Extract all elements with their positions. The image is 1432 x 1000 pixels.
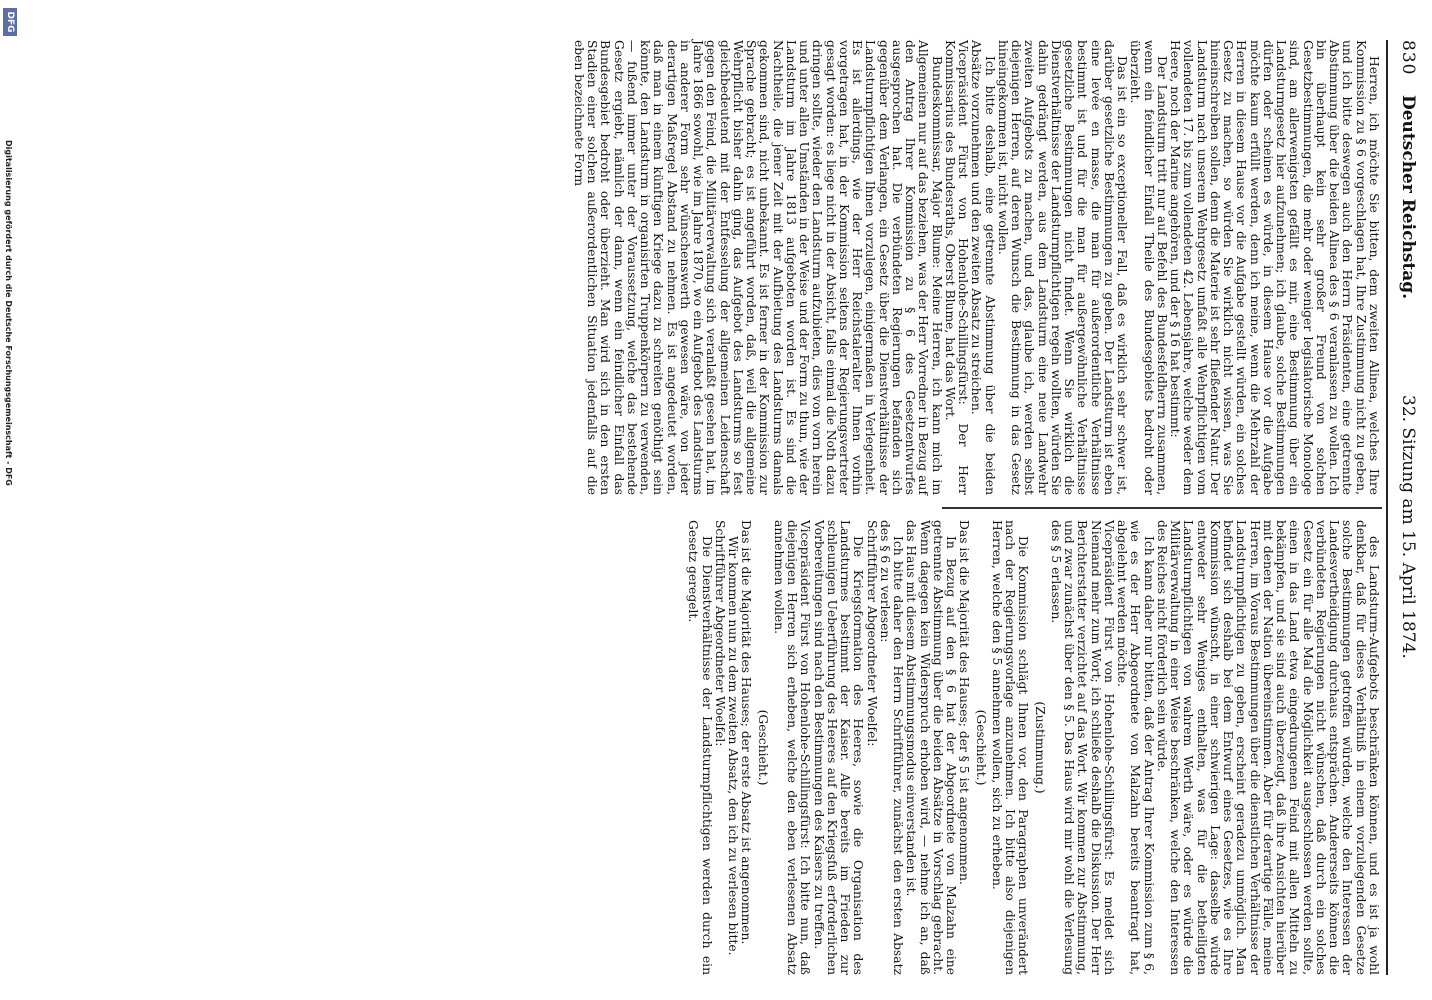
paragraph: Bundeskommissar, Major Blume: Meine Herren, ich kann mich im Allgemeinen nur auf das beziehen, was der Herr Vorredner in Bezug auf den Antrag Ihrer Kommission zu § 6 des Gesetzentwurfes ausgesprochen hat. Die verbündeten Regierungen befanden sich gegenüber dem Verlangen, ein Gesetz über die Dienstverhältnisse der Landsturmpflichtigen Ihnen vorzulegen, einigermaßen in Verlegenheit. Es ist allerdings, wie der Herr Reichstaleralter Ihnen vorhin vorgetragen hat, in der Kommission seitens der Regierungsvertreter gesagt worden: es liege nicht in der Absicht, falls einmal die Noth dazu dringen sollte, wieder den Landsturm aufzubieten, dies von vorn herein und unter allen Umständen in der Weise und der Form zu thun, wie der Landsturm im Jahre 1813 aufgeboten worden ist. Es sind die Nachtheile, die jener Zeit mit der Aufbietung des Landsturms damals gekommen sind, nicht unbekannt. Es ist ferner in der Kommission zur Sprache gebracht; es ist angeführt worden, daß, weil die allgemeine Wehrpflicht bisher dahin ging, das Aufgebot des Landsturms so fest gleichbedeutend mit der Entfesselung der allgemeinen Leidenschaft gegen den Feind, die Militärverwaltung sich veranlaßt gesehen hat, im Jahre 1866 sowohl, wie im Jahre 1870, wo ein Aufgebot des Landsturms in anderer Form sehr wünschenswerth gewesen wäre, von jeder derartigen Maßregel Abstand zu nehmen. Es ist angedeutet worden, daß man in einem künftigen Kriege dazu zu schreiten genöthigt sein könnte, den Landsturm in organisirten Truppenkörpern zu verwenden, — fußend immer unter der Voraussetzung, welche das bestehende Gesetz ergiebt, nämlich der dann, wenn ein feindlicher Einfall das Bundesgebiet bedroht oder überzieht. Man wird sich in den ersten Stadien einer solchen außerordentlichen Situation jedenfalls auf die eben bezeichnete Form <box>572 40 944 495</box>
paragraph: Ich bitte daher den Herrn Schriftführer, zunächst den ersten Absatz des § 6 zu verlesen: <box>878 520 906 975</box>
right-column <box>20 520 1380 975</box>
paragraph: Das ist ein so exceptioneller Fall, daß es wirklich sehr schwer ist, darüber gesetzliche Bestimmungen zu geben. Der Landsturm ist eben eine levée en masse, die man für außerordentliche Verhältnisse bestimmt ist und für die man für außergewöhnliche Verhältnisse gesetzliche Bestimmungen nicht findet. Wenn Sie wirklich die Dienstverhältnisse der Landsturmpflichtigen regeln wollten, würden Sie dahin gedrängt werden, aus dem Landsturm eine neue Landwehr zweiten Aufgebots zu machen, und das, glaube ich, werden selbst diejenigen Herren, auf deren Wunsch die Bestimmung in das Gesetz hineingekommen ist, nicht wollen. <box>996 40 1130 495</box>
stage-direction: (Geschieht.) <box>755 709 770 786</box>
digitization-note: Digitalisierung gefördert durch die Deutsche Forschungsgemeinschaft - DFG <box>4 140 13 486</box>
paragraph: Schriftführer Abgeordneter Woelfel: <box>713 520 727 747</box>
paragraph: Die Kriegsformation des Heeres, sowie die Organisation des Landsturmes bestimmt der Kaiser. Alle bereits im Frieden zur schleunigen Ueberführung des Heeres auf den Kriegsfuß erforderlichen Vorbereitungen sind nach den Bestimmungen des Kaisers zu treffen. <box>811 520 866 975</box>
paragraph: Vicepräsident Fürst von Hohenlohe-Schillingsfürst: Der Herr Kommissarius des Bundesraths, Oberst Blume, hat das Wort. <box>943 40 971 495</box>
dfg-logo: DFG <box>3 8 17 36</box>
paragraph: Schriftführer Abgeordneter Woelfel: <box>864 520 879 747</box>
paragraph: Die Dienstverhältnisse der Landsturmpflichtigen werden durch ein Gesetz geregelt. <box>686 520 714 975</box>
column-divider <box>942 507 1382 509</box>
paragraph: des Landsturm-Aufgebots beschränken können, und es ist ja wohl denkbar, daß für dieses Verhältniß in einem vorzulegenden Gesetze solche Bestimmungen getroffen würden, welche den Interessen der Landesvertheidigung durchaus entsprächen. Andererseits können die verbündeten Regierungen nicht wünschen, daß durch ein solches Gesetz ein für alle Mal die Möglichkeit ausgeschlossen werden sollte, einen in das Land etwa eingedrungenen Feind mit allen Mitteln zu bekämpfen, und sie sind auch überzeugt, daß ihre Ansichten hierüber mit denen der Nation übereinstimmen. Aber für derartige Fälle, meine Herren, im Voraus Bestimmungen über die dienstlichen Verhältnisse der Landsturmpflichtigen zu geben, erscheint geradezu unmöglich. Man befindet sich deshalb bei dem Entwurf eines Gesetzes, wie es Ihre Kommission wünscht, in einer schwierigen Lage: dasselbe würde entweder sehr Weniges enthalten, was für die betheiligten Landsturmpflichtigen von wahrem Werth wäre, oder es würde die Militärverwaltung in einer Weise beschränken, welche den Interessen des Reiches nicht förderlich sein würde. <box>1155 520 1381 975</box>
paragraph: Ich kann daher nur bitten, daß der Antrag Ihrer Kommission zum § 6, wie es der Herr Abgeordnete von Malzahn bereits beantragt hat, abgelehnt werden möchte. <box>1115 520 1156 975</box>
paragraph: Das ist die Majorität des Hauses; der erste Absatz ist angenommen. <box>739 520 754 945</box>
session-heading: 32. Sitzung am 15. April 1874. <box>1398 395 1418 659</box>
paragraph: Vicepräsident Fürst von Hohenlohe-Schillingsfürst: Ich bitte nun, daß diejenigen Herren sich erheben, welche den eben verlesenen Absatz annehmen wollen. <box>772 520 813 975</box>
paragraph: Wir kommen nun zu dem zweiten Absatz, den ich zu verlesen bitte. <box>726 536 741 956</box>
paragraph: Die Kommission schlägt Ihnen vor, den Paragraphen unverändert nach der Regierungsvorlage anzunehmen. Ich bitte also diejenigen Herren, welche den § 5 annehmen wollen, sich zu erheben. <box>990 520 1031 975</box>
paragraph: Der Landsturm tritt nur auf Befehl des Bundesfeldherrn zusammen, wenn ein feindlicher Einfall Theile des Bundesgebiets bedroht oder überzieht. <box>1128 40 1169 495</box>
paragraph: Das ist die Majorität des Hauses; der § 5 ist angenommen. <box>957 520 972 885</box>
paragraph: Herren, ich möchte Sie bitten, dem zweiten Alinea, welches Ihre Kommission zu § 6 vorgeschlagen hat, Ihre Zustimmung nicht zu geben, und ich bitte deswegen auch den Herrn Präsidenten, eine getrennte Abstimmung über die beiden Alinea des § 6 veranlassen zu wollen. Ich bin überhaupt kein sehr großer Freund von solchen Gesetzbestimmungen, die mehr oder weniger legislatorische Monologe sind, am allerwenigsten gefällt es mir, eine Bestimmung über ein Landsturmgesetz hier aufzunehmen; ich glaube, solche Bestimmungen dürfen oder scheinen es würde, in diesem Hause vor die Aufgabe möchte kaum erfüllt werden, denn ich meine, wenn die Mehrzahl der Herren in diesem Hause vor die Aufgabe gestellt würden, ein solches Gesetz zu machen, so würden Sie wirklich nicht wissen, was Sie hineinschreiben sollen, denn die Materie ist sehr fließender Natur. Der Landsturm nach unserem Wehrgesetz umfaßt alle Wehrpflichtigen vom vollendeten 17. bis zum vollendeten 42. Lebensjahre, welche weder dem Heere, noch der Marine angehören, und der § 16 hat bestimmt: <box>1168 40 1381 495</box>
header-rule <box>1386 40 1388 975</box>
page-header <box>1388 0 1418 1000</box>
stage-direction: (Geschieht.) <box>973 709 988 786</box>
paragraph: Vicepräsident Fürst von Hohenlohe-Schillingsfürst: Es meldet sich Niemand mehr zum Wort; ich schließe deshalb die Diskussion. Der Herr Berichterstatter verzichtet auf das Wort. Wir kommen zur Abstimmung, und zwar zunächst über den § 5. Das Haus wird mir wohl die Verlesung des § 5 erlassen. <box>1049 520 1116 975</box>
stage-direction: (Zustimmung.) <box>1032 701 1047 794</box>
paragraph: In Bezug auf den § 6 hat der Abgeordnete von Malzahn eine getrennte Abstimmung über die beiden Absätze in Vorschlag gebracht. Wenn dagegen kein Widerspruch erhoben wird, — nehme ich an, daß das Haus mit diesem Abstimmungsmodus einverstanden ist. <box>904 520 959 975</box>
left-column <box>20 40 1380 495</box>
page-number: 830 <box>1398 40 1418 76</box>
paragraph: Ich bitte deshalb, eine getrennte Abstimmung über die beiden Absätze vorzunehmen und den zweiten Absatz zu streichen. <box>969 40 997 495</box>
publication-title: Deutscher Reichstag. <box>1398 95 1418 300</box>
